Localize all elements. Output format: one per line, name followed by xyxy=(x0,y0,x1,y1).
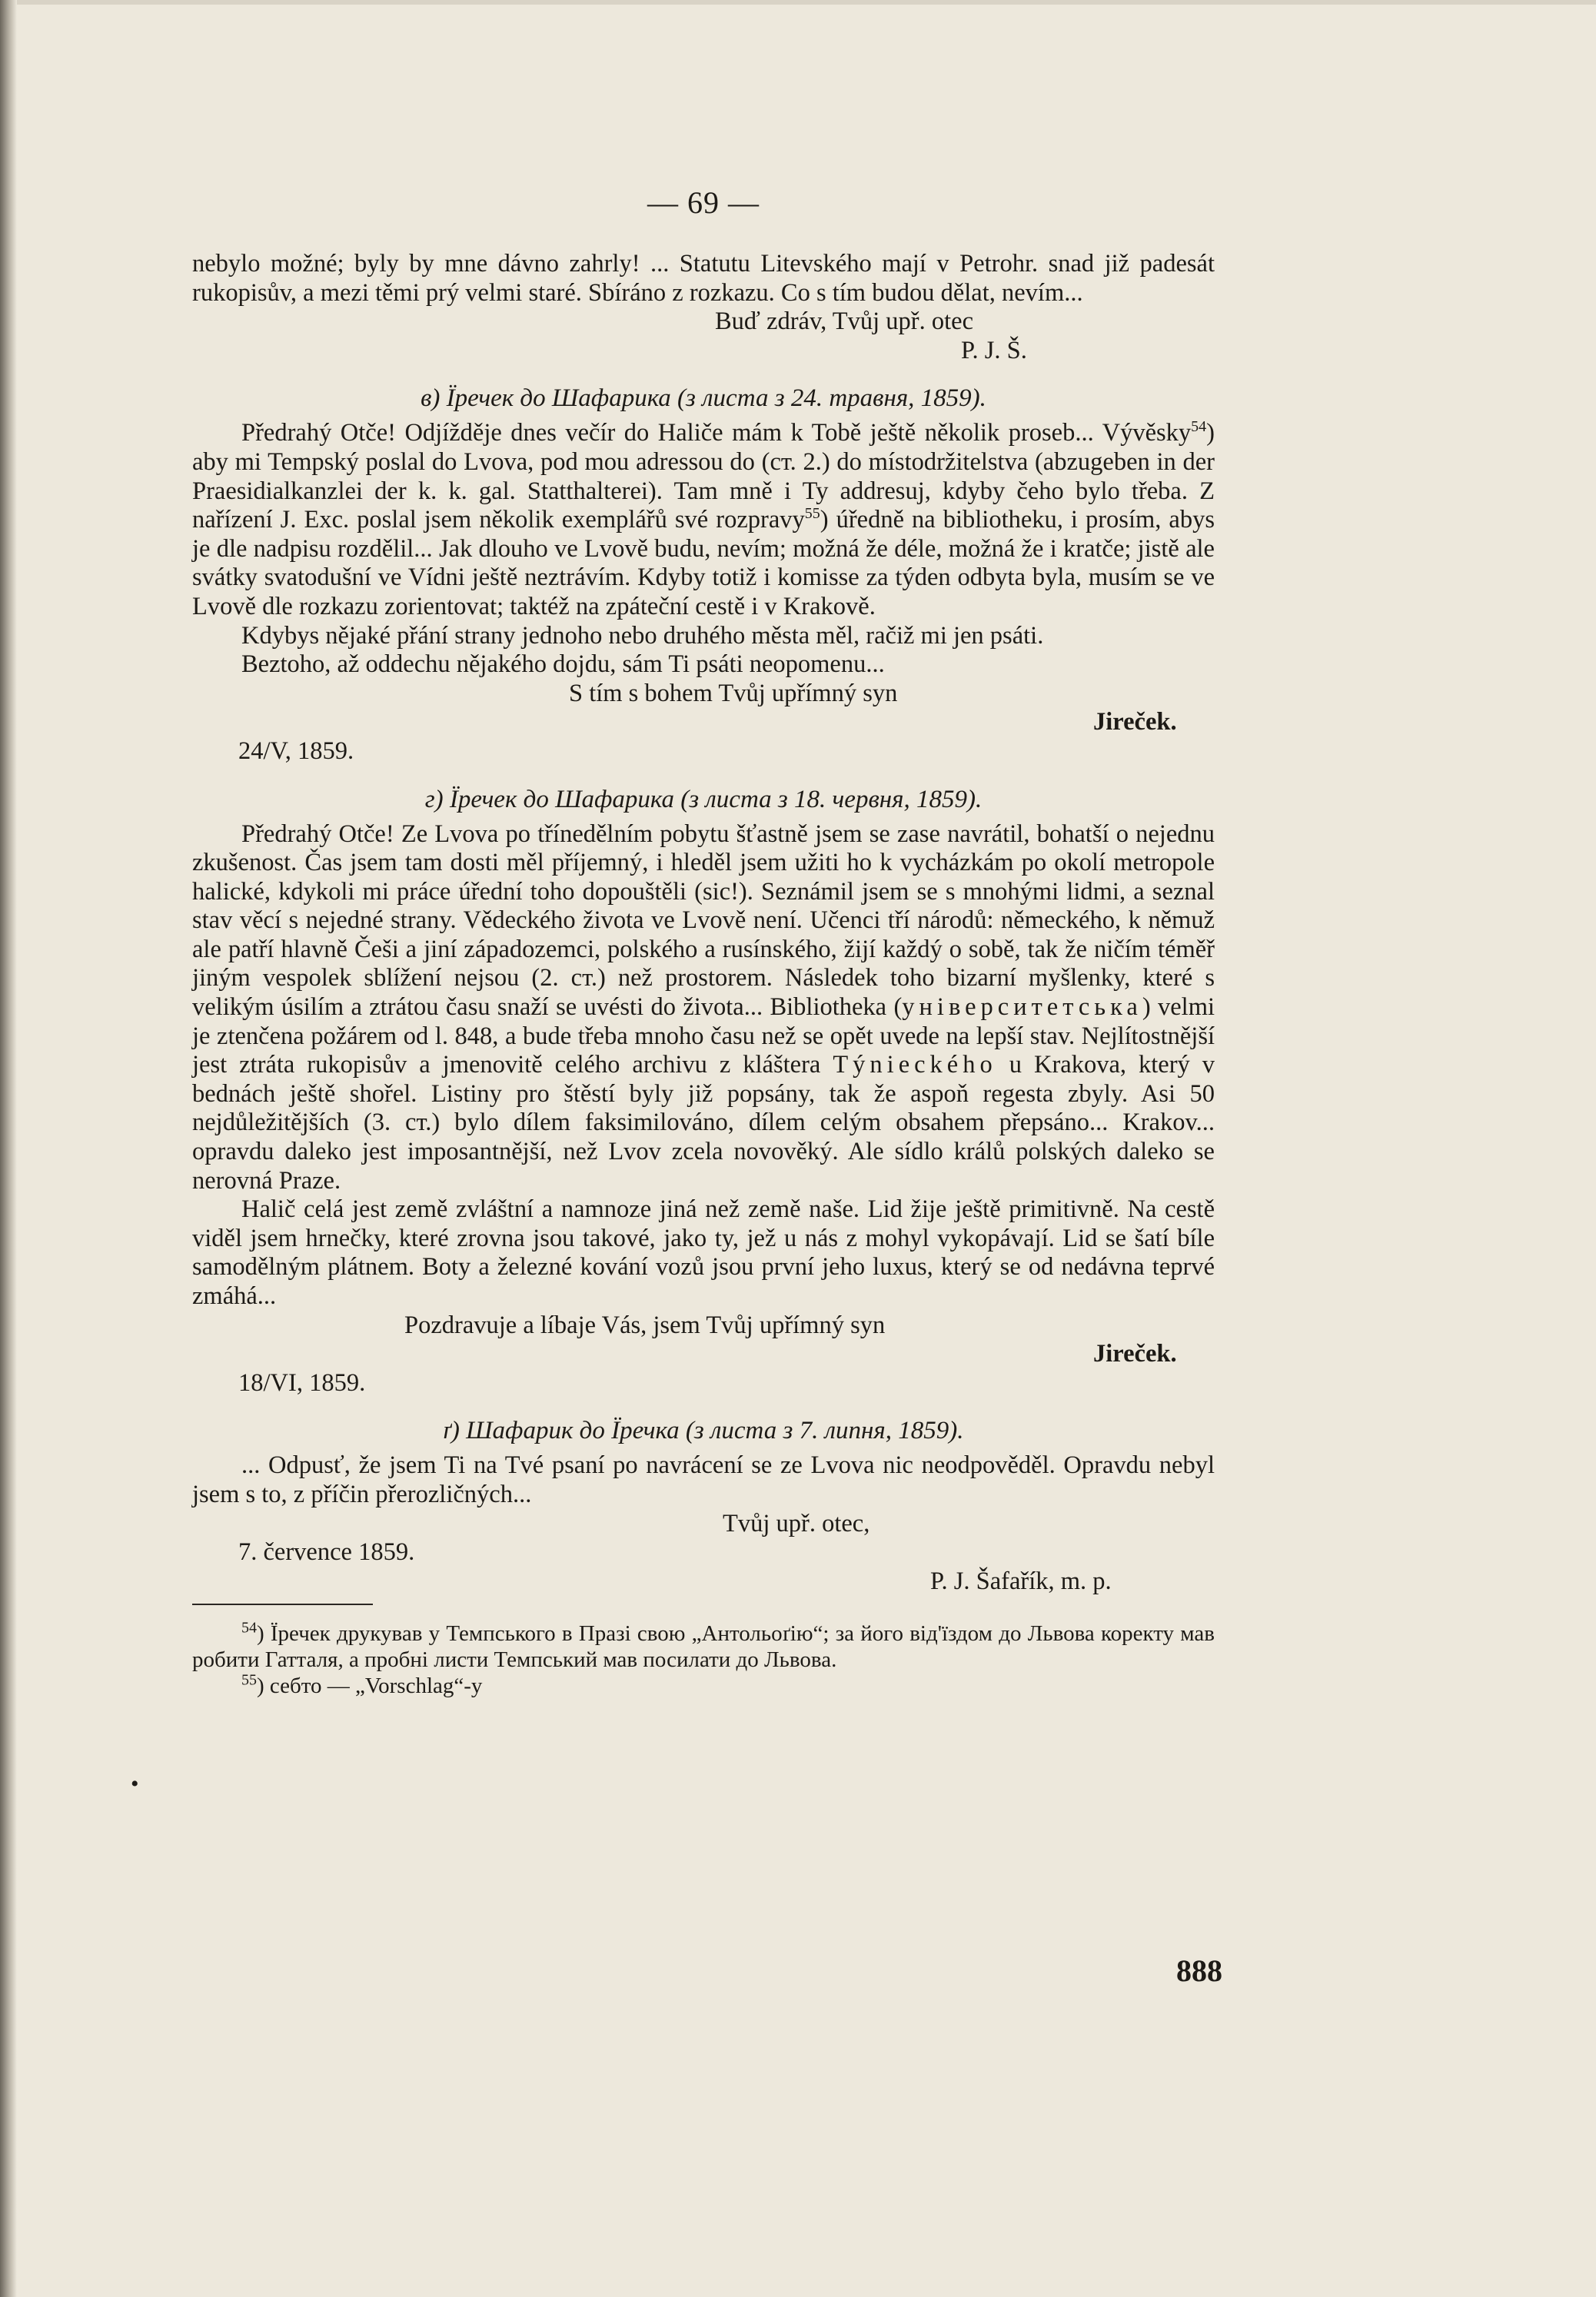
closing-line: Pozdravuje a líbaje Vás, jsem Tvůj upřímný syn xyxy=(404,1311,886,1339)
footnote-divider xyxy=(192,1604,373,1605)
signature: Jireček. xyxy=(1093,1340,1177,1368)
letter-paragraph: Předrahý Otče! Ze Lvova po třínedělním pobytu šťastně jsem se zase navrátil, bohatší o nejednu zkušenost. Čas jsem tam dosti měl příjemný, i hleděl jsem užiti ho k vycházkám po okolí metropole halické, kdykoli mi práce úřední toho dopouštěli (sic!). Seznámil jsem se s mnohými lidmi, a seznal stav věcí s nejedné strany. Vědeckého života ve Lvově není. Učenci tří národů: německého, k němuž ale patří hlavně Češi a jiní západozemci, polského a rusínského, žijí každý o sobě, tak že ničím téměř jiným vespolek sblížení nejsou (2. ст.) než prostorem. Následek toho bizarní myšlenky, které s velikým úsilím a ztrátou času snaží se uvésti do života... Bibliotheka (унiверситетська) velmi je ztenčena požárem od l. 848, a bude třeba mnoho času než se opět uvede na lepší stav. Nejlítostnější jest ztráta rukopisův a jmenovitě celého archivu z kláštera Týnieckého u Krakova, který v bednách ještě shořel. Listiny pro štěstí byly již popsány, tak že aspoň regesta zbyly. Asi 50 nejdůležitějších (3. ст.) bylo dílem faksimilováno, dílem celým obsahem přepsáno... Krakov... opravdu daleko jest imposantnější, než Lvov zcela novověký. Ale sídlo králů polských daleko se nerovná Praze. xyxy=(192,819,1215,1195)
letter-paragraph: Předrahý Otče! Odjížděje dnes večír do Haliče mám k Tobě ještě několik proseb... Vývěsky$^{54}$) aby mi Tempský poslal do Lvova, pod mou adressou do (ст. 2.) do místodržitelstva (abzugeben in der Praesidialkanzlei der k. k. gal. Statthalterei). Tam mně i Ty addresuj, kdyby čeho bylo třeba. Z nařízení J. Exc. poslal jsem několik exemplářů své rozpravy$^{55}$) úředně na bibliotheku, i prosím, abys je dle nadpisu rozdělil... Jak dlouho ve Lvově budu, nevím; možná že déle, možná že i kratče; jistě ale svátky svatodušní ve Vídni ještě neztrávím. Kdyby totiž i komisse za týden odbyta byla, musím se ve Lvově dle rozkazu zorientovat; taktéž na zpáteční cestě i v Krakově. xyxy=(192,418,1215,620)
footnote: $^{54}$) Їречек друкував у Темпського в Празі свою „Антольоґію“; за його від'їздом до Львова коректу мав робити Гатталя, а пробні листи Темпський мав посилати до Львова. xyxy=(192,1619,1215,1673)
letter-paragraph: Halič celá jest země zvláštní a namnoze jiná než země naše. Lid žije ještě primitivně. Na cestě viděl jsem hrnečky, které zrovna jsou takové, jako ty, jež u nás z mohyl vykopávají. Lid se šatí bíle samodělným plátnem. Boty a železné kování vozů jsou první jeho luxus, který se od nedávna teprvé zmáhá... xyxy=(192,1195,1215,1310)
letter-heading: в) Їречек до Шафарика (з листа з 24. травня, 1859). xyxy=(421,384,986,413)
closing-line: Tvůj upř. otec, xyxy=(723,1509,870,1537)
letter-paragraph: ... Odpusť, že jsem Ti na Tvé psaní po navrácení se ze Lvova nic neodpověděl. Opravdu nebyl jsem s to, z příčin přerozličných... xyxy=(192,1451,1215,1508)
letter-heading: г) Їречек до Шафарика (з листа з 18. червня, 1859). xyxy=(424,785,983,813)
page-content xyxy=(192,184,1215,1699)
letter-date: 7. července 1859. xyxy=(238,1538,415,1567)
sheet-number: 888 xyxy=(1176,1953,1222,1988)
footnote-ref[interactable]: 55 xyxy=(804,505,820,523)
signature: P. J. Š. xyxy=(961,336,1027,364)
letter-paragraph: Kdybys nějaké přání strany jednoho nebo druhého města měl, račiž mi jen psáti. xyxy=(241,621,1044,650)
letter-heading: ґ) Шафарик до Їречка (з листа з 7. липня, 1859). xyxy=(443,1417,964,1445)
signature: P. J. Šafařík, m. p. xyxy=(930,1567,1112,1595)
footnote: $^{55}$) себто — „Vorschlag“-у xyxy=(241,1671,483,1699)
closing-line: Buď zdráv, Tvůj upř. otec xyxy=(715,307,973,336)
footnote-ref[interactable]: 54 xyxy=(1191,418,1207,436)
page-number: — 69 — xyxy=(647,185,760,220)
letter-paragraph: Beztoho, až oddechu nějakého dojdu, sám Ti psáti neopomenu... xyxy=(241,650,885,679)
margin-dot: • xyxy=(131,1771,139,1797)
letter-continuation-paragraph: nebylo možné; byly by mne dávno zahrly! ... Statutu Litevského mají v Petrohr. snad již padesát rukopisův, a mezi těmi prý velmi staré. Sbíráno z rozkazu. Co s tím budou dělat, nevím... xyxy=(192,250,1215,307)
letter-date: 24/V, 1859. xyxy=(238,736,354,765)
page-top-edge xyxy=(17,0,1596,5)
page-edge-shadow xyxy=(0,0,17,2297)
closing-line: S tím s bohem Tvůj upřímný syn xyxy=(569,679,898,707)
letter-date: 18/VI, 1859. xyxy=(238,1368,366,1397)
signature: Jireček. xyxy=(1093,708,1177,736)
